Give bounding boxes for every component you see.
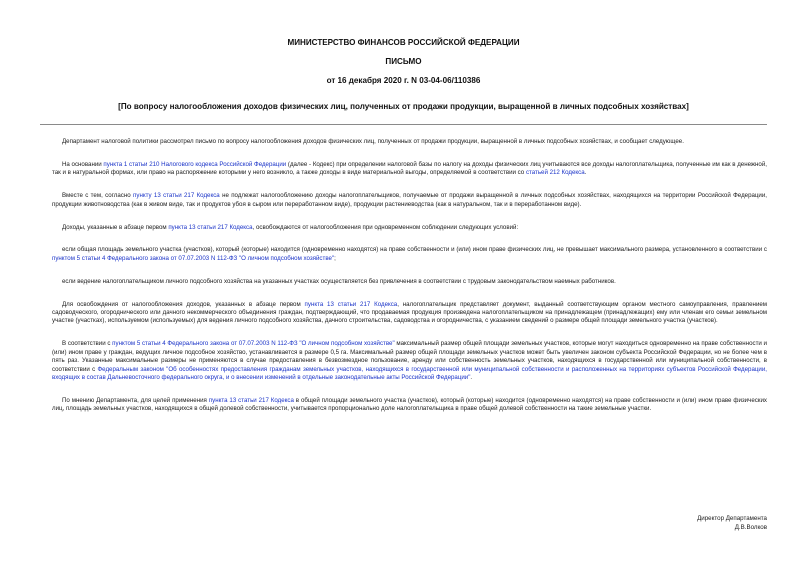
header-divider — [40, 124, 767, 125]
ministry-heading: МИНИСТЕРСТВО ФИНАНСОВ РОССИЙСКОЙ ФЕДЕРАЦИИ — [287, 38, 520, 47]
document-date-number: от 16 декабря 2020 г. N 03-04-06/110386 — [326, 76, 481, 85]
paragraph-text: максимальный размер общей площади земельных участков, которые могут находиться одновременно на праве собственности и (или) ином праве у граждан, ведущих личное подсобное хозяйство, устанавливается в размере 0,5 га. Максимальный размер общей площади земельных участков может быть увеличен законом субъекта Российской Федерации, но не более чем в пять раз. Указанные максимальные размеры не применяются в случае предоставления в безвозмездное пользование, аренду или собственность земельных участков, находящихся в государственной или муниципальной собственности, в соответствии с — [52, 340, 767, 373]
paragraph-text: На основании — [62, 160, 104, 168]
link-art217-p13[interactable]: пункта 13 статьи 217 Кодекса — [168, 223, 253, 231]
link-law112-art4-p5[interactable]: пунктом 5 статьи 4 Федерального закона от 07.07.2003 N 112-ФЗ "О личном подсобном хозяйстве" — [112, 340, 395, 348]
paragraph-text: , освобождаются от налогообложения при одновременном соблюдении следующих условий: — [252, 223, 519, 231]
signature-position: Директор Департамента — [697, 515, 767, 522]
document-type: ПИСЬМО — [385, 57, 422, 66]
paragraph-text: Департамент налоговой политики рассмотрел письмо по вопросу налогообложения доходов физических лиц, полученных от продажи продукции, выращенной в личных подсобных хозяйствах, и сообщает следующее. — [62, 138, 684, 145]
link-art217-p13[interactable]: пункта 13 статьи 217 Кодекса — [208, 396, 294, 404]
document-subject: [По вопросу налогообложения доходов физических лиц, полученных от продажи продукции, выращенной в личных подсобных хозяйствах] — [118, 102, 689, 111]
paragraph-7 — [52, 301, 767, 326]
paragraph-3 — [52, 192, 767, 209]
paragraph-9 — [52, 397, 767, 414]
paragraph-text: Вместе с тем, согласно — [62, 192, 134, 200]
paragraph-text: Для освобождения от налогообложения доходов, указанных в абзаце первом — [62, 300, 305, 308]
paragraph-text: если общая площадь земельного участка (участков), который (которые) находится (одновременно находятся) на праве собственности и (или) ином праве физических лиц, не превышает максимального размера, установленного в соответствии с — [62, 246, 767, 254]
link-art212[interactable]: статьей 212 Кодекса — [525, 169, 585, 177]
paragraph-text: В соответствии с — [62, 340, 113, 348]
paragraph-1 — [52, 138, 767, 146]
paragraph-text: если ведение налогоплательщиком личного подсобного хозяйства на указанных участках осуществляется без привлечения в соответствии с трудовым законодательством наемных работников. — [62, 277, 616, 285]
paragraph-text: По мнению Департамента, для целей применения — [62, 396, 209, 404]
paragraph-2 — [52, 161, 767, 178]
document-body — [52, 138, 767, 428]
paragraph-text: Доходы, указанные в абзаце первом — [62, 223, 169, 231]
link-art217-p13[interactable]: пункта 13 статьи 217 Кодекса — [304, 300, 398, 308]
paragraph-text: . — [470, 374, 473, 381]
paragraph-6 — [52, 278, 767, 286]
paragraph-text: ; — [334, 254, 336, 262]
paragraph-text: , налогоплательщик представляет документ, выданный соответствующим органом местного самоуправления, правлением садоводческого, огороднического или дачного некоммерческого объединения граждан, подтверждающий, что продаваемая продукция произведена налогоплательщиком на принадлежащем (принадлежащих) ему или членам его семьи земельном участке (участках), используемом (используемых) для ведения личного подсобного хозяйства, дачного строительства, садоводства и огородничества, с указанием сведений о размере общей площади земельного участка (участков). — [52, 300, 768, 325]
paragraph-8 — [52, 340, 767, 382]
paragraph-text: не подлежат налогообложению доходы налогоплательщиков, получаемые от продажи выращенной в личных подсобных хозяйствах, находящихся на территории Российской Федерации, продукции животноводства (как в живом виде, так и продуктов убоя в сыром или переработанном виде), продукции растениеводства (как в натуральном, так и в переработанном виде). — [52, 192, 767, 208]
paragraph-text: в общей площади земельного участка (участков), который (которые) находится (одновременно находятся) на праве собственности и (или) ином праве физических лиц, площадь земельных участков, находящихся в общей долевой собственности, учитывается пропорционально доле налогоплательщика в праве общей долевой собственности на такие земельные участки. — [52, 396, 767, 413]
link-art217-p13[interactable]: пункту 13 статьи 217 Кодекса — [133, 192, 220, 200]
paragraph-5 — [52, 246, 767, 263]
link-art210-p1[interactable]: пункта 1 статьи 210 Налогового кодекса Российской Федерации — [103, 160, 287, 168]
link-law112-art4-p5[interactable]: пунктом 5 статьи 4 Федерального закона от 07.07.2003 N 112-ФЗ "О личном подсобном хозяйстве" — [52, 254, 335, 262]
paragraph-text: . — [584, 169, 587, 177]
paragraph-4 — [52, 224, 767, 232]
paragraph-text: (далее - Кодекс) при определении налоговой базы по налогу на доходы физических лиц учитываются все доходы налогоплательщика, полученные им как в денежной, так и в натуральной формах, или право на распоряжение которыми у него возникло, а также доходы в виде материальной выгоды, определяемой в соответствии со — [52, 160, 767, 177]
link-federal-law-far-east[interactable]: Федеральным законом "Об особенностях предоставления гражданам земельных участков, находящихся в государственной или муниципальной собственности и расположенных на территориях субъектов Российской Федерации, входящих в состав Дальневосточного федерального округа, и о внесении изменений в отдельные законодательные акты Российской Федерации" — [52, 365, 767, 381]
signature-name: Д.В.Волков — [734, 524, 767, 531]
